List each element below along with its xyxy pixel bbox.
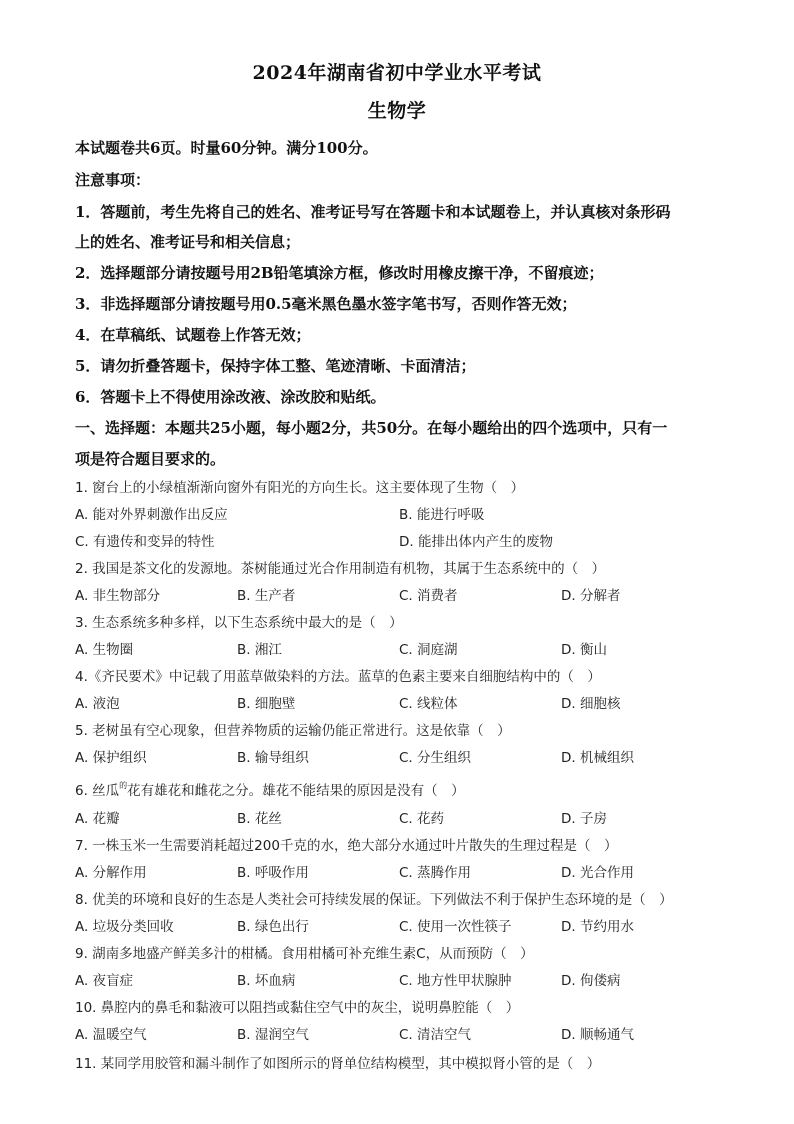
stem-superscript: 的 [119,781,128,790]
section-heading-cont: 项是符合题目要求的。 [75,450,226,468]
option-a: A. 花瓣 [75,811,120,827]
question-options [75,587,735,605]
option-d: D. 分解者 [561,588,621,604]
question-options [75,641,735,659]
option-d: D. 子房 [561,811,607,827]
option-b: B. 湘江 [237,642,282,658]
option-c: C. 清洁空气 [399,1027,472,1043]
option-c: C. 地方性甲状腺肿 [399,973,512,989]
option-a: A. 分解作用 [75,865,147,881]
note-line: 3．非选择题部分请按题号用0.5毫米黑色墨水签字笔书写，否则作答无效； [75,295,577,313]
question-stem: 7. 一株玉米一生需要消耗超过200千克的水，绝大部分水通过叶片散失的生理过程是（ ） [75,838,618,854]
option-b: B. 绿色出行 [237,919,309,935]
note-line: 6．答题卡上不得使用涂改液、涂改胶和贴纸。 [75,388,386,406]
question-stem: 8. 优美的环境和良好的生态是人类社会可持续发展的保证。下列做法不利于保护生态环境的是（ ） [75,892,673,908]
option-c: C. 有遗传和变异的特性 [75,534,215,550]
question-options [75,506,735,524]
option-a: A. 夜盲症 [75,973,134,989]
option-b: B. 生产者 [237,588,296,604]
option-c: C. 花药 [399,811,445,827]
question-stem: 11. 某同学用胶管和漏斗制作了如图所示的肾单位结构模型，其中模拟肾小管的是（ ） [75,1056,601,1072]
question-options [75,972,735,990]
option-b: B. 坏血病 [237,973,296,989]
option-a: A. 垃圾分类回收 [75,919,174,935]
option-b: B. 细胞壁 [237,696,296,712]
option-a: A. 液泡 [75,696,120,712]
question-stem: 3. 生态系统多种多样，以下生态系统中最大的是（ ） [75,615,403,631]
question-options [75,810,735,828]
question-options [75,749,735,767]
note-line: 上的姓名、准考证号和相关信息； [75,233,301,251]
option-c: C. 使用一次性筷子 [399,919,512,935]
option-b: B. 呼吸作用 [237,865,309,881]
question-options [75,1026,735,1044]
option-d: D. 佝偻病 [561,973,621,989]
section-heading: 一、选择题：本题共25小题，每小题2分，共50分。在每小题给出的四个选项中，只有一 [75,419,668,437]
question-options [75,695,735,713]
option-d: D. 衡山 [561,642,607,658]
note-line: 2．选择题部分请按题号用2B铅笔填涂方框，修改时用橡皮擦干净，不留痕迹； [75,264,604,282]
question-stem [75,782,465,802]
notes-heading: 注意事项： [75,171,151,189]
stem-part: 花有雄花和雌花之分。雄花不能结果的原因是没有（ ） [127,783,465,799]
note-line: 5．请勿折叠答题卡，保持字体工整、笔迹清晰、卡面清洁； [75,357,476,375]
option-d: D. 能排出体内产生的废物 [399,534,553,550]
option-b: B. 湿润空气 [237,1027,309,1043]
option-a: A. 保护组织 [75,750,147,766]
option-c: C. 分生组织 [399,750,472,766]
option-b: B. 花丝 [237,811,282,827]
question-stem: 10. 鼻腔内的鼻毛和黏液可以阻挡或黏住空气中的灰尘，说明鼻腔能（ ） [75,1000,520,1016]
option-a: A. 生物圈 [75,642,134,658]
option-b: B. 输导组织 [237,750,309,766]
question-options [75,918,735,936]
option-d: D. 机械组织 [561,750,634,766]
question-stem: 2. 我国是茶文化的发源地。茶树能通过光合作用制造有机物，其属于生态系统中的（ ） [75,561,606,577]
question-stem: 9. 湖南多地盛产鲜美多汁的柑橘。食用柑橘可补充维生素C，从而预防（ ） [75,946,534,962]
stem-part: 6. 丝瓜 [75,783,120,799]
option-c: C. 洞庭湖 [399,642,458,658]
question-options [75,533,735,551]
note-line: 4．在草稿纸、试题卷上作答无效； [75,326,311,344]
exam-title: 2024年湖南省初中学业水平考试 [252,62,542,84]
option-c: C. 消费者 [399,588,458,604]
option-b: B. 能进行呼吸 [399,507,485,523]
question-options [75,864,735,882]
option-c: C. 线粒体 [399,696,458,712]
option-d: D. 光合作用 [561,865,634,881]
exam-summary: 本试题卷共6页。时量60分钟。满分100分。 [75,139,378,157]
option-d: D. 顺畅通气 [561,1027,634,1043]
option-a: A. 温暖空气 [75,1027,147,1043]
option-a: A. 非生物部分 [75,588,161,604]
option-d: D. 节约用水 [561,919,634,935]
question-stem: 5. 老树虽有空心现象，但营养物质的运输仍能正常进行。这是依靠（ ） [75,723,511,739]
option-d: D. 细胞核 [561,696,621,712]
option-a: A. 能对外界刺激作出反应 [75,507,228,523]
question-stem: 1. 窗台上的小绿植渐渐向窗外有阳光的方向生长。这主要体现了生物（ ） [75,480,525,496]
subject-title: 生物学 [367,100,427,122]
note-line: 1．答题前，考生先将自己的姓名、准考证号写在答题卡和本试题卷上，并认真核对条形码 [75,203,671,221]
option-c: C. 蒸腾作用 [399,865,472,881]
question-stem: 4.《齐民要术》中记载了用蓝草做染料的方法。蓝草的色素主要来自细胞结构中的（ ） [75,669,601,685]
